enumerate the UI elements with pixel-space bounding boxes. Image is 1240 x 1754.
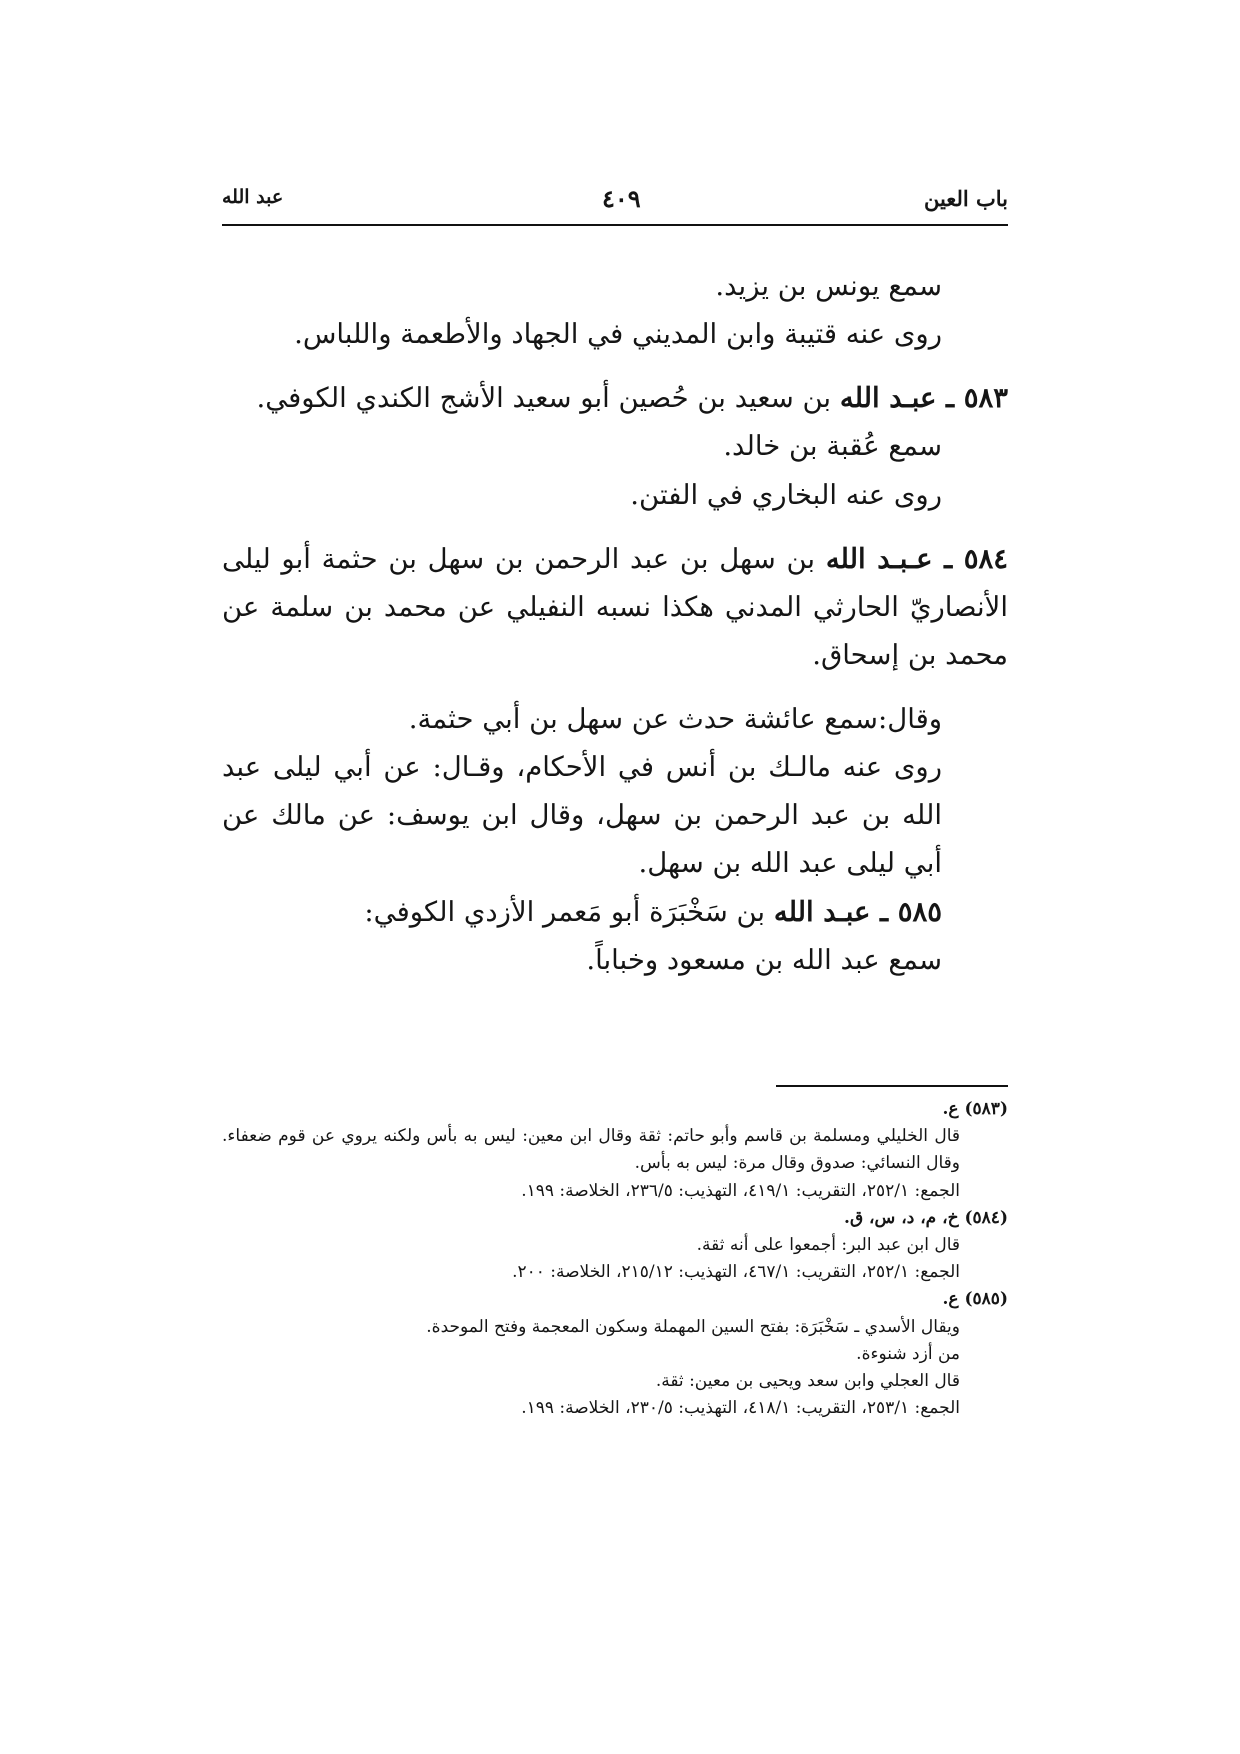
entry-text: بن سَخْبَرَة أبو مَعمر الأزدي الكوفي: [364,895,774,928]
section-name: عبد الله [222,186,284,208]
entry-heading: ٥٨٥ ـ عبـد الله [773,895,942,928]
footnote-line: من أزد شنوءة. [856,1343,960,1364]
footnote-line: قال العجلي وابن سعد ويحيى بن معين: ثقة. [655,1370,960,1391]
text-line: روى عنه البخاري في الفتن. [630,478,942,511]
text-line: وقال:سمع عائشة حدث عن سهل بن أبي حثمة. [408,703,942,735]
footnote-ref-585: (٥٨٥) ع. [942,1289,1008,1310]
chapter-title: باب العين [923,186,1008,211]
page-number: ٤٠٩ [602,184,641,213]
header-divider [222,224,1008,226]
entry-heading: ٥٨٤ ـ عـبـد الله [825,542,1008,575]
footnote-ref-583: (٥٨٣) ع. [942,1099,1008,1119]
text-line: سمع عُقبة بن خالد. [723,430,942,463]
entry-heading: ٥٨٣ ـ عبـد الله [839,382,1008,415]
text-line: روى عنه قتيبة وابن المديني في الجهاد والأطعمة واللباس. [294,318,942,351]
footnote-line: الجمع: ٢٥٢/١، التقريب: ٤٦٧/١، التهذيب: ٢١٥/١٢، الخلاصة: ٢٠٠. [512,1262,960,1283]
text-line: سمع يونس بن يزيد. [715,270,942,302]
footnote-ref-584: (٥٨٤) خ، م، د، س، ق. [844,1207,1008,1228]
entry-text: بن سهل بن عبد الرحمن بن سهل بن حثمة أبو ليلى الأنصاريّ الحارثي المدني هكذا نسبه النفيلي عن محمد بن سلمة عن محمد بن إسحاق. [222,542,1008,671]
entry-585 [222,888,1008,936]
footnote-line: قال ابن عبد البر: أجمعوا على أنه ثقة. [696,1234,960,1255]
footnote-line: ويقال الأسدي ـ سَخْبَرَة: بفتح السين المهملة وسكون المعجمة وفتح الموحدة. [426,1316,960,1337]
footnotes [222,1096,1008,1422]
footnote-line: الجمع: ٢٥٢/١، التقريب: ٤١٩/١، التهذيب: ٢٣٦/٥، الخلاصة: ١٩٩. [521,1180,960,1201]
running-header [222,186,1008,220]
entry-583 [222,374,1008,422]
footnote-divider [776,1085,1008,1087]
text-line: روى عنه مالـك بن أنس في الأحكام، وقـال: عن أبي ليلى عبد الله بن عبد الرحمن بن سهل، وقال ابن يوسف: عن مالك عن أبي ليلى عبد الله بن سهل. [222,751,942,880]
text-line: سمع عبد الله بن مسعود وخباباً. [586,943,942,976]
main-text [222,262,1008,984]
entry-text: بن سعيد بن حُصين أبو سعيد الأشج الكندي الكوفي. [256,382,840,415]
entry-584 [222,535,1008,679]
footnote-line: الجمع: ٢٥٣/١، التقريب: ٤١٨/١، التهذيب: ٢٣٠/٥، الخلاصة: ١٩٩. [521,1398,960,1419]
footnote-line: قال الخليلي ومسلمة بن قاسم وأبو حاتم: ثقة وقال ابن معين: ليس به بأس ولكنه يروي عن قوم ضعفاء. وقال النسائي: صدوق وقال مرة: ليس به بأس. [222,1126,960,1174]
